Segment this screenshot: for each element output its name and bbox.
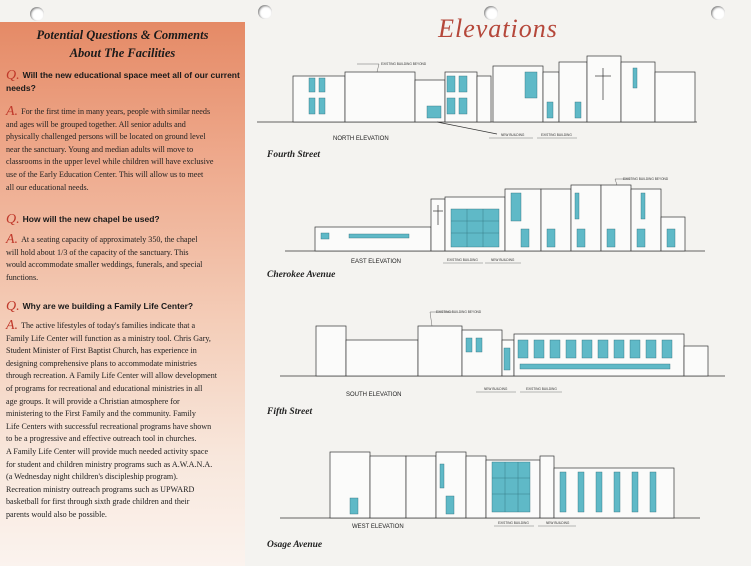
q-mark: Q. bbox=[6, 299, 20, 314]
label-existing-building: EXISTING BUILDING bbox=[526, 387, 557, 391]
answer-line: functions. bbox=[6, 272, 39, 282]
question-text: needs? bbox=[6, 83, 36, 93]
answer-line: Student Minister of First Baptist Church, has experience in bbox=[6, 346, 197, 356]
answer-line: For the first time in many years, people with similar needs bbox=[21, 107, 211, 116]
label-existing-building: EXISTING BUILDING bbox=[447, 258, 478, 262]
panel-title-line2: About The Facilities bbox=[69, 46, 176, 60]
question-1 bbox=[6, 69, 242, 95]
answer-line: all our educational needs. bbox=[6, 182, 89, 192]
label-existing-building: EXISTING BUILDING bbox=[541, 133, 572, 137]
answer-line: use of the Early Education Center. This will allow us to meet bbox=[6, 169, 204, 179]
elevation-label: SOUTH ELEVATION bbox=[346, 392, 402, 398]
label-existing-building: EXISTING BUILDING bbox=[498, 521, 529, 525]
answer-line: designing comprehensive plans to accommodate ministries bbox=[6, 358, 197, 368]
north-elevation-drawing bbox=[257, 52, 697, 144]
street-label: Osage Avenue bbox=[267, 540, 323, 550]
answer-line: age groups. It will provide a Christian atmosphere for bbox=[6, 396, 180, 406]
answer-line: Recreation ministry outreach programs such as UPWARD bbox=[6, 484, 195, 494]
answer-line: and ages will be grouped together. All senior adults and bbox=[6, 119, 186, 129]
label-new-building: NEW BUILDING bbox=[484, 387, 508, 391]
answer-line: through recreation. A Family Life Center will allow development bbox=[6, 371, 218, 381]
panel-title-line1: Potential Questions & Comments bbox=[36, 28, 209, 42]
street-label: Fourth Street bbox=[267, 150, 321, 160]
label-existing-beyond: EXISTING BUILDING BEYOND bbox=[623, 177, 669, 181]
elevation-label: NORTH ELEVATION bbox=[333, 136, 389, 142]
answer-line: ministering to the First Family and the community. Family bbox=[6, 409, 196, 419]
answer-line: Family Life Center will function as a ministry tool. Chris Gary, bbox=[6, 333, 211, 343]
question-text: Why are we building a Family Life Center? bbox=[22, 301, 194, 311]
answer-line: A Family Life Center will provide much needed activity space bbox=[6, 446, 209, 456]
south-elevation-drawing bbox=[280, 300, 725, 400]
question-text: Will the new educational space meet all of our current bbox=[22, 70, 240, 80]
binder-hole bbox=[30, 7, 44, 21]
answer-line: physically challenged persons will be located on ground level bbox=[6, 132, 206, 142]
east-elevation-drawing bbox=[285, 175, 705, 267]
answer-line: would accommodate smaller weddings, funerals, and special bbox=[6, 260, 203, 270]
answer-2 bbox=[6, 234, 242, 284]
answer-line: classrooms in the upper level while children will have exclusive bbox=[6, 157, 214, 167]
elevations-title: Elevations bbox=[438, 14, 558, 43]
elevation-label: EAST ELEVATION bbox=[351, 259, 402, 265]
label-new-building: NEW BUILDING bbox=[501, 133, 525, 137]
answer-line: The active lifestyles of today's families indicate that a bbox=[21, 321, 196, 330]
qa-panel bbox=[0, 22, 245, 566]
a-mark: A. bbox=[6, 318, 19, 333]
answer-1 bbox=[6, 106, 242, 194]
a-mark: A. bbox=[6, 104, 19, 119]
answer-line: near the sanctuary. Young and median adults will move to bbox=[6, 144, 194, 154]
label-existing-beyond: EXISTING BUILDING BEYOND bbox=[381, 62, 427, 66]
street-label: Cherokee Avenue bbox=[267, 270, 336, 280]
label-new-building: NEW BUILDING bbox=[491, 258, 515, 262]
label-existing-beyond: EXISTING BUILDING BEYOND bbox=[436, 310, 482, 314]
label-new-building: NEW BUILDING bbox=[546, 521, 570, 525]
elevations-panel bbox=[245, 0, 751, 566]
a-mark: A. bbox=[6, 232, 19, 247]
question-text: How will the new chapel be used? bbox=[22, 214, 160, 224]
q-mark: Q. bbox=[6, 212, 20, 227]
answer-3 bbox=[6, 320, 242, 522]
answer-line: for student and children ministry programs such as A.W.A.N.A. bbox=[6, 459, 213, 469]
answer-line: (a Wednesday night children's discipleship program). bbox=[6, 472, 178, 482]
west-elevation-drawing bbox=[280, 442, 700, 534]
question-2 bbox=[6, 213, 242, 226]
q-mark: Q. bbox=[6, 68, 20, 83]
question-3 bbox=[6, 300, 242, 313]
street-label: Fifth Street bbox=[267, 407, 313, 417]
answer-line: At a seating capacity of approximately 350, the chapel bbox=[21, 235, 198, 244]
answer-line: parents would also be possible. bbox=[6, 509, 107, 519]
answer-line: of programs for recreational and educational ministries in all bbox=[6, 383, 203, 393]
answer-line: will hold about 1/3 of the capacity of the sanctuary. This bbox=[6, 247, 189, 257]
answer-line: Life Centers with successful recreational programs have shown bbox=[6, 421, 212, 431]
answer-line: to be a progressive and effective outreach tool in churches. bbox=[6, 434, 197, 444]
answer-line: basketball for first through sixth grade children and their bbox=[6, 497, 190, 507]
elevation-label: WEST ELEVATION bbox=[352, 524, 404, 530]
